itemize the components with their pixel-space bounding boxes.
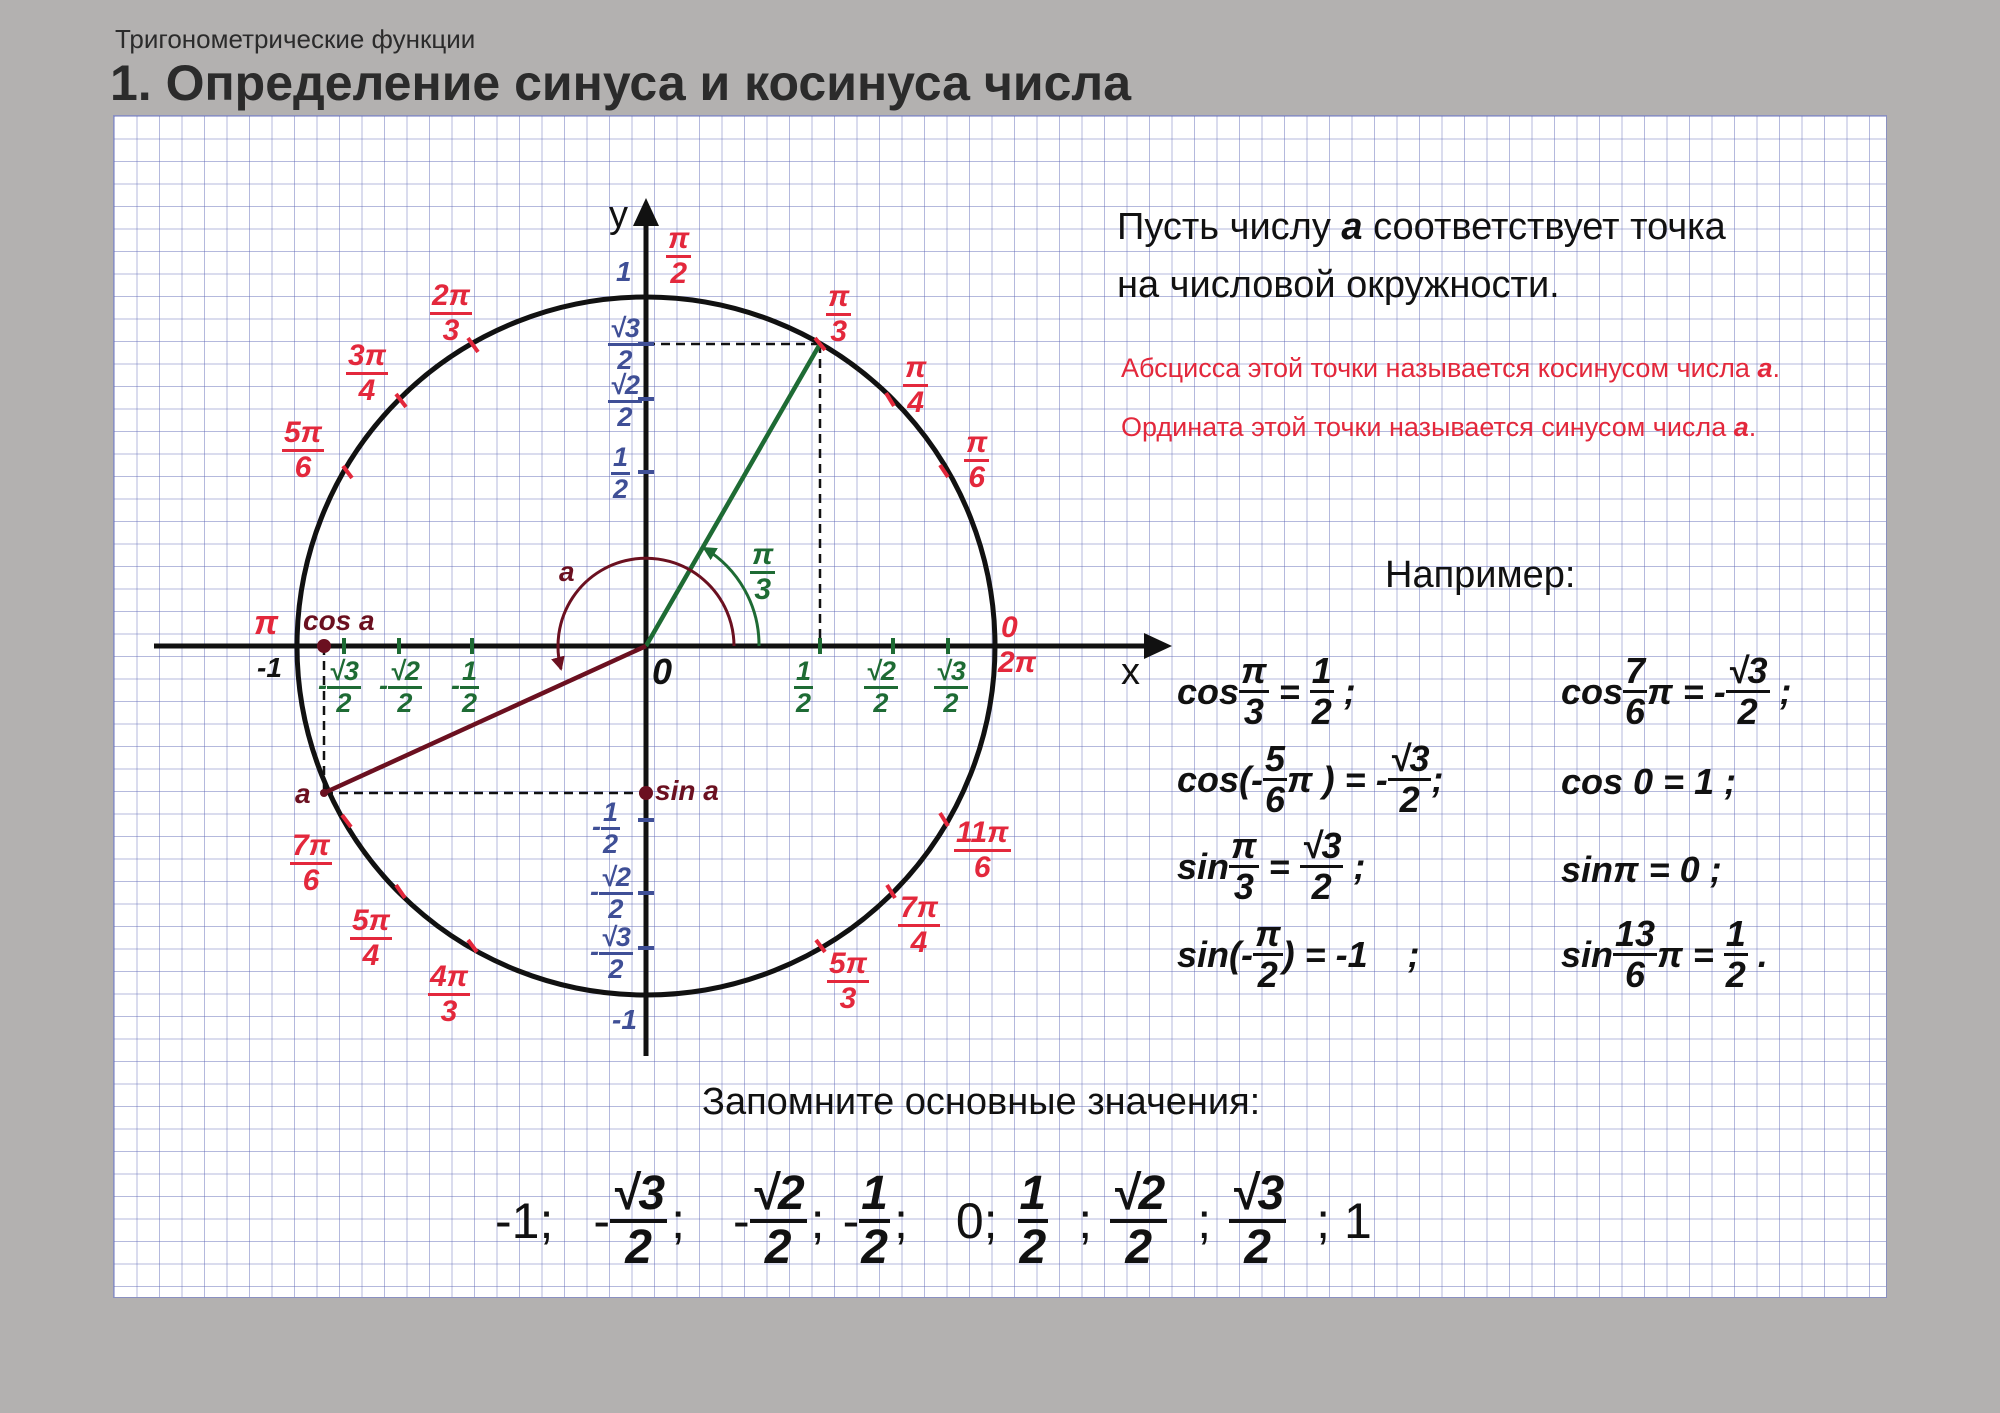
cos-a-label: cos a xyxy=(303,605,375,636)
angle-4pi-over-3: $\frac{4\pi}{3}$ xyxy=(430,960,469,1028)
x-tick-sqrt2-half: $\frac{√2}{2}$ xyxy=(866,656,896,718)
angle-11pi-over-6: $\frac{11\pi}{6}$ xyxy=(956,816,1009,884)
memo-sqrt3-half: $\frac{√3}{2}$ xyxy=(1231,1167,1285,1274)
angle-3pi-over-4: $\frac{3\pi}{4}$ xyxy=(348,339,387,407)
intro-text xyxy=(1117,198,1726,314)
cos-a-dot xyxy=(317,639,331,653)
point-a-label: a xyxy=(295,778,311,809)
example-heading: Например: xyxy=(1385,554,1576,596)
example-3: sin $\frac{\pi}{3}$ = $\frac{√3}{2}$ ; xyxy=(1177,825,1366,907)
memo-values xyxy=(495,1167,1372,1274)
example-5: cos $\frac{7}{6}$ π = - $\frac{√3}{2}$ ; xyxy=(1561,650,1792,732)
angle-pi-over-6: $\frac{\pi}{6}$ xyxy=(966,426,988,494)
memo-heading: Запомните основные значения: xyxy=(702,1081,1261,1123)
x-axis-arrow-icon xyxy=(1144,633,1172,659)
intro-line-2: на числовой окружности. xyxy=(1117,264,1560,306)
sin-a-label: sin a xyxy=(655,775,719,806)
angle-5pi-over-6: $\frac{5\pi}{6}$ xyxy=(284,416,323,484)
y-one-label: 1 xyxy=(616,256,632,287)
memo-sep: ; xyxy=(671,1193,685,1249)
sin-a-dot xyxy=(639,786,653,800)
memo-sign: - xyxy=(732,1193,750,1249)
angle-5pi-over-3: $\frac{5\pi}{3}$ xyxy=(829,947,868,1015)
origin-label: 0 xyxy=(652,651,673,692)
y-tick-half: $\frac{1}{2}$ xyxy=(613,442,629,504)
example-2: cos(- $\frac{5}{6}$ π ) = - $\frac{√3}{2}$ ; xyxy=(1177,738,1444,820)
x-tick-half: $\frac{1}{2}$ xyxy=(796,656,812,718)
radius-pi-over-3 xyxy=(646,344,820,646)
angle-pi: π xyxy=(254,604,279,642)
angle-2pi: 2π xyxy=(998,646,1037,679)
example-1: cos $\frac{\pi}{3}$ = $\frac{1}{2}$ ; xyxy=(1177,650,1356,732)
example-8: sin $\frac{13}{6}$ π = $\frac{1}{2}$ . xyxy=(1561,913,1768,995)
point-a-dot xyxy=(320,789,328,797)
y-tick-sqrt2-half: $\frac{√2}{2}$ xyxy=(610,370,640,432)
arc-pi-over-3-label: $\frac{\pi}{3}$ xyxy=(752,538,774,606)
page-subtitle: Тригонометрические функции xyxy=(115,24,476,54)
memo-sep: ; xyxy=(893,1193,908,1249)
memo-sep: ; xyxy=(1197,1193,1212,1249)
x-tick-sqrt3-half: $\frac{√3}{2}$ xyxy=(936,656,966,718)
y-minus-one-label: -1 xyxy=(612,1004,637,1035)
angle-zero: 0 xyxy=(1001,611,1018,644)
x-axis-label: x xyxy=(1121,651,1140,693)
memo-sep: ; xyxy=(810,1193,825,1249)
memo-sqrt2-half: $\frac{√2}{2}$ xyxy=(1112,1167,1166,1274)
x-tick-minus-sqrt3-half: - $\frac{√3}{2}$ xyxy=(318,656,359,718)
memo-minus-sqrt3-half: $\frac{√3}{2}$ xyxy=(612,1167,666,1274)
x-tick-minus-sqrt2-half: - $\frac{√2}{2}$ xyxy=(379,656,420,718)
sin-definition: Ордината этой точки называется синусом числа а. xyxy=(1121,412,1757,442)
y-tick-minus-sqrt2-half: - $\frac{√2}{2}$ xyxy=(590,862,631,924)
y-tick-minus-half: - $\frac{1}{2}$ xyxy=(592,797,619,859)
angle-2pi-over-3: $\frac{2\pi}{3}$ xyxy=(432,279,471,347)
memo-zero: 0; xyxy=(955,1193,998,1249)
memo-one: ; 1 xyxy=(1316,1193,1372,1249)
page-title: 1. Определение синуса и косинуса числа xyxy=(110,55,1131,111)
memo-sign: - xyxy=(842,1193,860,1249)
radius-point-a xyxy=(324,646,646,793)
angle-pi-over-2: $\frac{\pi}{2}$ xyxy=(668,222,690,290)
example-4: sin(- $\frac{\pi}{2}$ ) = -1 ; xyxy=(1177,913,1420,995)
memo-sep: ; xyxy=(1078,1193,1093,1249)
memo-sign: - xyxy=(593,1193,611,1249)
cos-definition: Абсцисса этой точки называется косинусом числа а. xyxy=(1121,353,1780,383)
memo-minus-sqrt2-half: $\frac{√2}{2}$ xyxy=(751,1167,805,1274)
y-axis-arrow-icon xyxy=(633,198,659,226)
memo-minus-half: $\frac{1}{2}$ xyxy=(861,1167,888,1274)
example-7: sinπ = 0 ; xyxy=(1561,849,1722,890)
example-6: cos 0 = 1 ; xyxy=(1561,761,1737,802)
x-tick-minus-half: - $\frac{1}{2}$ xyxy=(451,656,478,718)
angle-5pi-over-4: $\frac{5\pi}{4}$ xyxy=(352,904,391,972)
y-tick-minus-sqrt3-half: - $\frac{√3}{2}$ xyxy=(590,922,631,984)
memo-half: $\frac{1}{2}$ xyxy=(1019,1167,1047,1274)
y-axis-label: y xyxy=(609,194,628,236)
intro-line-1: Пусть числу а соответствует точка xyxy=(1117,206,1726,248)
x-minus-one-label: -1 xyxy=(257,652,282,683)
angle-pi-over-3: $\frac{\pi}{3}$ xyxy=(828,280,850,348)
angle-7pi-over-6: $\frac{7\pi}{6}$ xyxy=(292,829,331,897)
memo-minus-one: -1; xyxy=(495,1193,554,1249)
y-tick-sqrt3-half: $\frac{√3}{2}$ xyxy=(610,313,640,375)
angle-7pi-over-4: $\frac{7\pi}{4}$ xyxy=(900,891,939,959)
arc-a-label: a xyxy=(559,556,575,587)
graph-paper-sheet xyxy=(113,115,1887,1298)
angle-pi-over-4: $\frac{\pi}{4}$ xyxy=(905,351,927,419)
